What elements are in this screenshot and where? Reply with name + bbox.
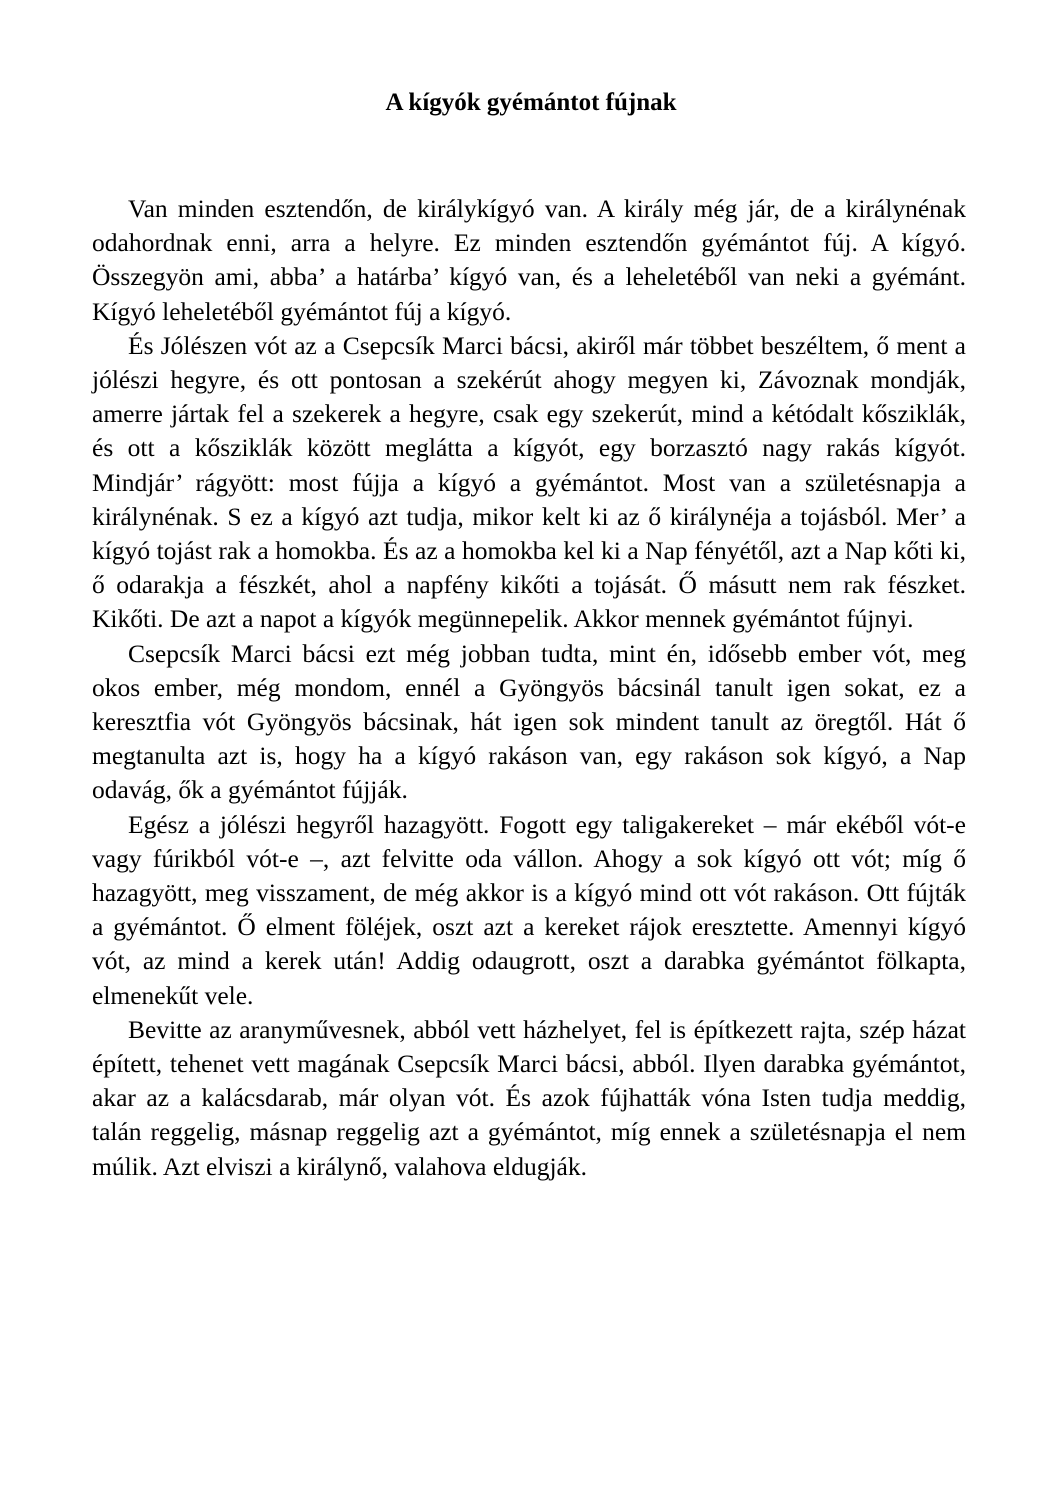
paragraph-2: És Jólészen vót az a Csepcsík Marci bácsi, akiről már többet beszéltem, ő ment a jólészi hegyre, és ott pontosan a szekérút ahogy megyen ki, Závoznak mondják, amerre jártak fel a szekerek a hegyre, csak egy szekerút, mind a kétódalt kősziklák, és ott a kősziklák között meglátta a kígyót, egy borzasztó nagy rakás kígyót. Mindjár’ rágyött: most fújja a kígyó a gyémántot. Most van a születésnapja a királynénak. S ez a kígyó azt tudja, mikor kelt ki az ő királynéja a tojásból. Mer’ a kígyó tojást rak a homokba. És az a homokba kel ki a Nap fényétől, azt a Nap kőti ki, ő odarakja a fészkét, ahol a napfény kikőti a tojását. Ő másutt nem rak fészket. Kikőti. De azt a napot a kígyók megünnepelik. Akkor mennek gyémántot fújnyi. — [92, 330, 966, 634]
document-page — [92, 86, 966, 1184]
paragraph-5: Bevitte az aranyművesnek, abból vett házhelyet, fel is építkezett rajta, szép házat épített, tehenet vett magának Csepcsík Marci bácsi, abból. Ilyen darabka gyémántot, akar az a kalácsdarab, már olyan vót. És azok fújhatták vóna Isten tudja meddig, talán reggelig, másnap reggelig azt a gyémántot, míg ennek a születésnapja el nem múlik. Azt elviszi a királynő, valahova eldugják. — [92, 1014, 966, 1181]
document-title: A kígyók gyémántot fújnak — [385, 89, 677, 116]
paragraph-1: Van minden esztendőn, de királykígyó van. A király még jár, de a királynénak odahordnak enni, arra a helyre. Ez minden esztendőn gyémántot fúj. A kígyó. Összegyön ami, abba’ a határba’ kígyó van, és a leheletéből van neki a gyémánt. Kígyó leheletéből gyémántot fúj a kígyó. — [92, 194, 966, 326]
paragraph-3: Csepcsík Marci bácsi ezt még jobban tudta, mint én, idősebb ember vót, meg okos ember, még mondom, ennél a Gyöngyös bácsinál tanult igen sokat, ez a keresztfia vót Gyöngyös bácsinak, hát igen sok mindent tanult az öregtől. Hát ő megtanulta azt is, hogy ha a kígyó rakáson van, egy rakáson sok kígyó, a Nap odavág, ők a gyémántot fújják. — [92, 638, 966, 805]
paragraph-4: Egész a jólészi hegyről hazagyött. Fogott egy taligakereket – már ekéből vót-e vagy fúrikból vót-e –, azt felvitte oda vállon. Ahogy a sok kígyó ott vót; míg ő hazagyött, meg visszament, de még akkor is a kígyó mind ott vót rakáson. Ott fújták a gyémántot. Ő elment föléjek, oszt azt a kereket rájok eresztette. Amennyi kígyó vót, az mind a kerek után! Addig odaugrott, oszt a darabka gyémántot fölkapta, elmenekűt vele. — [92, 809, 966, 1010]
